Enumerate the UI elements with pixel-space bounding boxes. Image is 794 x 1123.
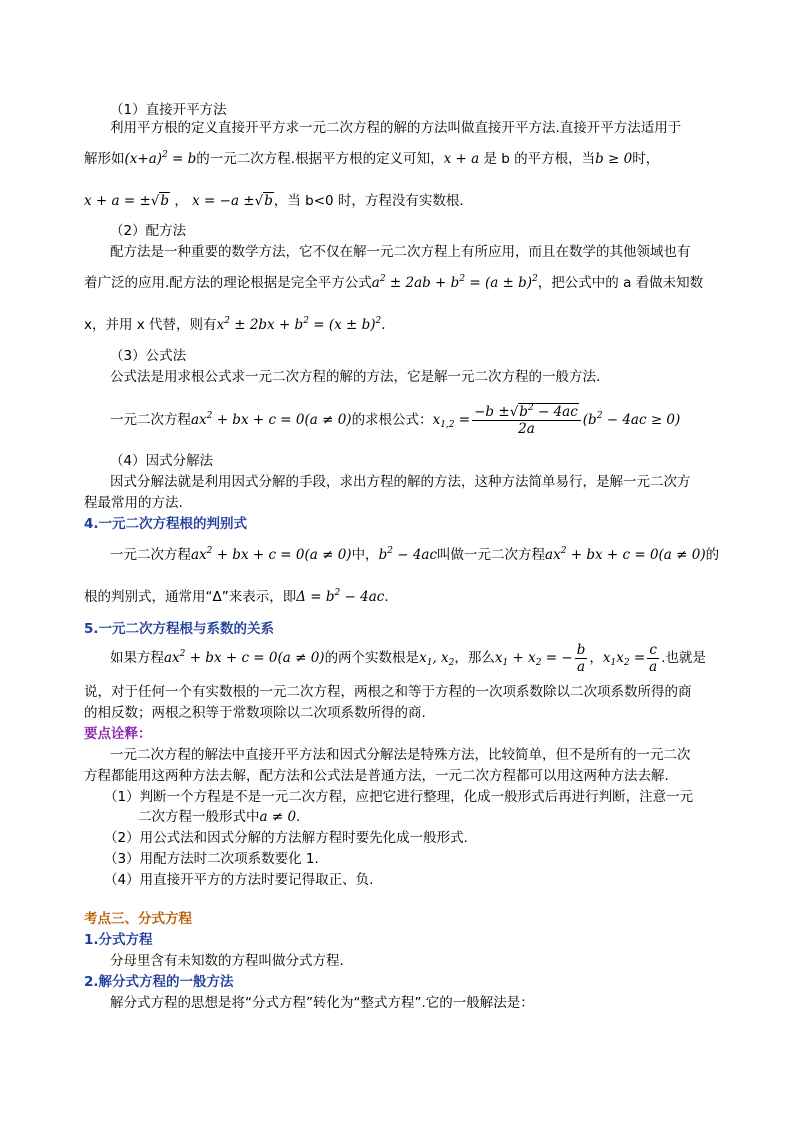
paragraph: x，并用 x 代替，则有$x^2 \pm 2bx + b^2 = (x \pm b)^2$. [84, 316, 386, 333]
paragraph: 利用平方根的定义直接开平方求一元二次方程的解的方法叫做直接开平方法.直接开平方法适用于 [110, 120, 682, 136]
paragraph: 的相反数；两根之积等于常数项除以二次项系数所得的商. [84, 705, 426, 721]
subheading-formula-method: （3）公式法 [110, 348, 187, 364]
heading-vieta: 5.一元二次方程根与系数的关系 [84, 621, 275, 637]
note-item-continued: 二次方程一般形式中a ≠ 0. [138, 809, 301, 825]
paragraph: 解分式方程的思想是将“分式方程”转化为“整式方程”.它的一般解法是： [110, 995, 534, 1011]
paragraph: 公式法是用求根公式求一元二次方程的解的方法，它是解一元二次方程的一般方法. [110, 369, 601, 385]
subheading-factoring-method: （4）因式分解法 [110, 453, 214, 469]
subheading-direct-square-root: （1）直接开平方法 [110, 102, 227, 118]
subheading-completing-square: （2）配方法 [110, 223, 187, 239]
paragraph: 因式分解法就是利用因式分解的手段，求出方程的解的方法，这种方法简单易行，是解一元二次方 [110, 474, 691, 490]
paragraph: 一元二次方程的解法中直接开平方法和因式分解法是特殊方法，比较简单，但不是所有的一元二次 [110, 747, 691, 763]
paragraph: 配方法是一种重要的数学方法，它不仅在解一元二次方程上有所应用，而且在数学的其他领域也有 [110, 244, 691, 260]
paragraph: 方程都能用这两种方法去解，配方法和公式法是普通方法，一元二次方程都可以用这两种方法去解. [84, 768, 669, 784]
heading-fractional-definition: 1.分式方程 [84, 932, 153, 948]
paragraph: 程最常用的方法. [84, 495, 183, 511]
note-item: （4）用直接开平方的方法时要记得取正、负. [104, 872, 374, 888]
paragraph: x + a = ±√b ， x = −a ±√b，当 b<0 时，方程没有实数根. [84, 193, 464, 209]
paragraph: 分母里含有未知数的方程叫做分式方程. [110, 953, 344, 969]
paragraph: 说，对于任何一个有实数根的一元二次方程，两根之和等于方程的一次项系数除以二次项系数所得的商 [84, 684, 692, 700]
paragraph: 解形如$(x+a)^2 = b$的一元二次方程.根据平方根的定义可知，x + a 是 b 的平方根，当b ≥ 0时， [84, 150, 660, 167]
paragraph: 根的判别式，通常用“Δ”来表示，即$\Delta = b^2 - 4ac$. [84, 588, 389, 605]
paragraph: 一元二次方程$ax^2$ + bx + c = 0(a ≠ 0)中，$b^2 - 4ac$叫做一元二次方程$ax^2$ + bx + c = 0(a ≠ 0)的 [110, 546, 720, 563]
note-item: （3）用配方法时二次项系数要化 1. [104, 851, 319, 867]
heading-fractional-equations: 考点三、分式方程 [84, 911, 192, 927]
note-item: （1）判断一个方程是不是一元二次方程，应把它进行整理，化成一般形式后再进行判断，注意一元 [104, 789, 694, 805]
note-item: （2）用公式法和因式分解的方法解方程时要先化成一般形式. [104, 830, 468, 846]
heading-discriminant: 4.一元二次方程根的判别式 [84, 516, 248, 532]
notes-heading: 要点诠释： [84, 726, 152, 742]
heading-fractional-method: 2.解分式方程的一般方法 [84, 974, 234, 990]
paragraph: 如果方程$ax^2$ + bx + c = 0(a ≠ 0)的两个实数根是$x_1$, $x_2$，那么$x_1 + x_2$ = − $\frac{b}{a}$ ，$x_1x_2$ = $\frac{c}{a}$ .也就是 [110, 641, 707, 675]
quadratic-formula-line: 一元二次方程$ax^2$ + bx + c = 0(a ≠ 0)的求根公式：$x_{1,2}$ = $\frac{-b \pm√b^2 - 4ac}{2a}$ $(b^2 - 4ac \ge 0)$ [110, 402, 681, 437]
paragraph: 着广泛的应用.配方法的理论根据是完全平方公式$a^2 \pm 2ab + b^2 = (a \pm b)^2$，把公式中的 a 看做未知数 [84, 274, 704, 291]
